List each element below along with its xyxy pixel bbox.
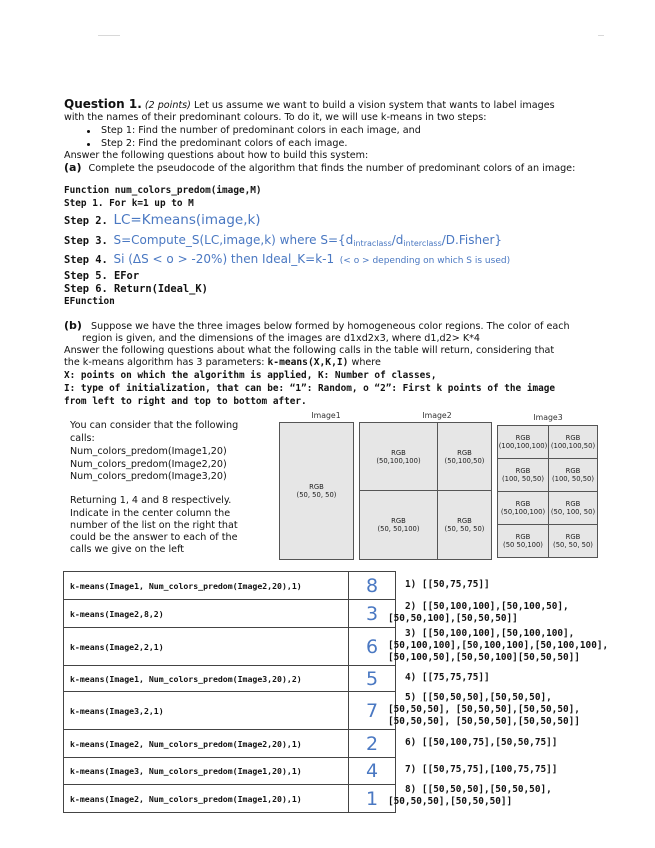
cell-rgb-label: RGB [565, 533, 581, 541]
cell-rgb-label: RGB [457, 448, 472, 457]
option-3-line-1: 3) [[50,100,100],[50,100,100], [405, 628, 575, 639]
side-text-9: could be the answer to each of the [70, 532, 238, 543]
option-8-line-2: [50,50,50],[50,50,50]] [388, 796, 513, 807]
side-text-4: Num_colors_predom(Image3,20) [70, 471, 227, 482]
side-text-7: Indicate in the center column the [70, 508, 231, 519]
cell-rgb-label: RGB [565, 500, 581, 508]
side-text-1: calls: [70, 433, 95, 444]
image3-label: Image3 [533, 413, 563, 422]
part-b-text-3: Answer the following questions about what the following calls in the table will return, considering that [64, 345, 555, 356]
code-step-1: Step 1. For k=1 up to M [64, 198, 194, 209]
part-b-text-4-end: where [351, 357, 381, 368]
header-rule-left [98, 35, 120, 36]
image2-region-br [437, 490, 492, 560]
call-cell: k-means(Image3,2,1) [64, 692, 349, 730]
table-row [64, 692, 396, 730]
image2-region-bl [359, 490, 438, 560]
call-cell: k-means(Image2,2,1) [64, 628, 349, 666]
table-row [64, 628, 396, 666]
cell-rgb-value: (50,100,100) [376, 456, 421, 465]
image2-region-tl [359, 422, 438, 491]
cell-rgb-value: (100, 50,50) [551, 475, 595, 483]
option-2-line-1: 2) [[50,100,100],[50,100,50], [405, 601, 569, 612]
option-8-line-1: 8) [[50,50,50],[50,50,50], [405, 784, 552, 795]
question-points: (2 points) [144, 100, 191, 111]
cell-rgb-label: RGB [515, 434, 531, 442]
answer-cell[interactable]: 1 [349, 785, 396, 813]
image3-region-2 [497, 458, 549, 492]
option-4-line-1: 4) [[75,75,75]] [405, 672, 490, 683]
side-text-0: You can consider that the following [70, 420, 239, 431]
image1-region [279, 422, 354, 560]
code-step-2 [64, 211, 261, 231]
bullet-step-1: Step 1: Find the number of predominant colors in each image, and [101, 125, 421, 136]
side-text-10: calls we give on the left [70, 544, 185, 555]
answer-line: Answer the following questions about how to build this system: [64, 150, 369, 161]
image3-region-1 [548, 425, 598, 459]
question-intro-2: with the names of their predominant colours. To do it, we will use k-means in two steps: [64, 112, 487, 123]
cell-rgb-value: (50 50,100) [503, 541, 543, 549]
image3-region-5 [548, 491, 598, 525]
cell-rgb-value: (50, 50,100) [377, 525, 420, 533]
part-b-line-1 [64, 320, 570, 334]
code-function-header: Function num_colors_predom(image,M) [64, 185, 262, 196]
part-b-label: (b) [64, 319, 82, 332]
step-3-d2: d [395, 233, 404, 247]
bullet-dot [87, 130, 90, 133]
cell-rgb-value: (50, 50, 50) [296, 491, 337, 499]
image2-region-tr [437, 422, 492, 491]
part-b-text-1: Suppose we have the three images below formed by homogeneous color regions. The color of each [91, 321, 570, 332]
cell-rgb-value: (50,100,50) [444, 456, 485, 465]
part-b-text-4: the k-means algorithm has 3 parameters: [64, 357, 265, 368]
step-4-answer: Si (ΔS < o > -20%) then Ideal_K=k-1 [113, 252, 335, 266]
cell-rgb-value: (100, 50,50) [501, 475, 545, 483]
question-intro-1: Let us assume we want to build a vision system that wants to label images [193, 100, 555, 111]
part-b-text-5: X: points on which the algorithm is applied, K: Number of classes, [64, 370, 437, 381]
cell-rgb-label: RGB [457, 517, 472, 525]
part-a-label: (a) [64, 161, 82, 174]
step-3-d1: d [345, 233, 354, 247]
table-row [64, 758, 396, 785]
image1-label: Image1 [311, 411, 341, 420]
cell-rgb-value: (50,100,100) [500, 508, 546, 516]
cell-rgb-value: (50, 50, 50) [553, 541, 593, 549]
side-text-3: Num_colors_predom(Image2,20) [70, 459, 227, 470]
call-cell: k-means(Image1, Num_colors_predom(Image3,20),2) [64, 666, 349, 692]
part-a-heading [64, 162, 575, 176]
answer-cell[interactable]: 5 [349, 666, 396, 692]
cell-rgb-label: RGB [309, 483, 324, 491]
table-row [64, 600, 396, 628]
call-cell: k-means(Image2,8,2) [64, 600, 349, 628]
step-3-sub-intraclass: intraclass [353, 239, 392, 248]
image3-region-4 [497, 491, 549, 525]
step-2-answer: LC=Kmeans(image,k) [113, 212, 261, 228]
code-step-4 [64, 250, 510, 270]
part-b-text-2: region is given, and the dimensions of the images are d1xd2x3, where d1,d2> K*4 [82, 333, 481, 344]
cell-rgb-value: (50, 100, 50) [550, 508, 596, 516]
table-row [64, 785, 396, 813]
call-cell: k-means(Image3, Num_colors_predom(Image1,20),1) [64, 758, 349, 785]
call-cell: k-means(Image2, Num_colors_predom(Image1,20),1) [64, 785, 349, 813]
calls-table [63, 571, 396, 813]
option-3-line-2: [50,100,100],[50,100,100],[50,100,100], [388, 640, 609, 651]
step-4-label: Step 4. [64, 254, 108, 266]
option-5-line-2: [50,50,50], [50,50,50],[50,50,50], [388, 704, 580, 715]
cell-rgb-label: RGB [515, 500, 531, 508]
code-function-end: EFunction [64, 296, 115, 307]
cell-rgb-label: RGB [565, 434, 581, 442]
answer-cell[interactable]: 7 [349, 692, 396, 730]
code-step-5: Step 5. EFor [64, 270, 140, 282]
option-5-line-1: 5) [[50,50,50],[50,50,50], [405, 692, 552, 703]
cell-rgb-label: RGB [565, 467, 581, 475]
step-3-answer-head: S=Compute_S(LC,image,k) where S={ [113, 233, 346, 247]
bullet-step-2: Step 2: Find the predominant colors of each image. [101, 138, 348, 149]
option-2-line-2: [50,50,100],[50,50,50]] [388, 613, 518, 624]
side-text-6: Returning 1, 4 and 8 respectively. [70, 495, 232, 506]
question-title: Question 1. [64, 97, 142, 111]
answer-cell[interactable]: 6 [349, 628, 396, 666]
step-2-label: Step 2. [64, 215, 108, 227]
cell-rgb-value: (100,100,100) [498, 442, 548, 450]
header-rule-right [598, 35, 604, 36]
call-cell: k-means(Image1, Num_colors_predom(Image2,20),1) [64, 572, 349, 600]
answer-cell[interactable]: 3 [349, 600, 396, 628]
step-3-sub-interclass: interclass [403, 239, 442, 248]
answer-cell[interactable]: 2 [349, 730, 396, 758]
cell-rgb-label: RGB [515, 533, 531, 541]
bullet-dot [87, 143, 90, 146]
option-7-line-1: 7) [[50,75,75],[100,75,75]] [405, 764, 558, 775]
table-row [64, 572, 396, 600]
call-cell: k-means(Image2, Num_colors_predom(Image2,20),1) [64, 730, 349, 758]
part-b-text-6: I: type of initialization, that can be: “1”: Random, o “2”: First k points of the image [64, 383, 556, 394]
image3-region-3 [548, 458, 598, 492]
option-1-line-1: 1) [[50,75,75]] [405, 579, 490, 590]
part-a-text: Complete the pseudocode of the algorithm that finds the number of predominant colors of an image: [88, 163, 576, 174]
part-b-kmeans-signature: k-means(X,K,I) [267, 357, 349, 368]
part-b-line-4 [64, 357, 381, 370]
step-3-answer-tail: /D.Fisher} [441, 233, 503, 247]
cell-rgb-value: (100,100,50) [550, 442, 596, 450]
question-intro-line-1 [64, 98, 555, 113]
code-step-6: Step 6. Return(Ideal_K) [64, 283, 208, 295]
step-3-label: Step 3. [64, 235, 108, 247]
step-3-answer: S=Compute_S(LC,image,k) where $S=\{d_{intraclass}/d_{interclass}/D.Fisher\}$ [113, 233, 503, 248]
option-5-line-3: [50,50,50], [50,50,50],[50,50,50]] [388, 716, 580, 727]
table-row [64, 730, 396, 758]
cell-rgb-label: RGB [515, 467, 531, 475]
option-6-line-1: 6) [[50,100,75],[50,50,75]] [405, 737, 558, 748]
step-4-note: (< o > depending on which S is used) [339, 256, 511, 266]
answer-cell[interactable]: 8 [349, 572, 396, 600]
answer-cell[interactable]: 4 [349, 758, 396, 785]
cell-rgb-value: (50, 50, 50) [444, 525, 485, 533]
cell-rgb-label: RGB [391, 448, 406, 457]
table-row [64, 666, 396, 692]
side-text-2: Num_colors_predom(Image1,20) [70, 446, 227, 457]
image3-region-7 [548, 524, 598, 558]
part-b-text-7: from left to right and top to bottom after. [64, 396, 307, 407]
option-3-line-3: [50,100,50],[50,50,100][50,50,50]] [388, 652, 580, 663]
image3-region-0 [497, 425, 549, 459]
cell-rgb-label: RGB [391, 517, 406, 525]
image3-region-6 [497, 524, 549, 558]
side-text-8: number of the list on the right that [70, 520, 238, 531]
image2-label: Image2 [422, 411, 452, 420]
